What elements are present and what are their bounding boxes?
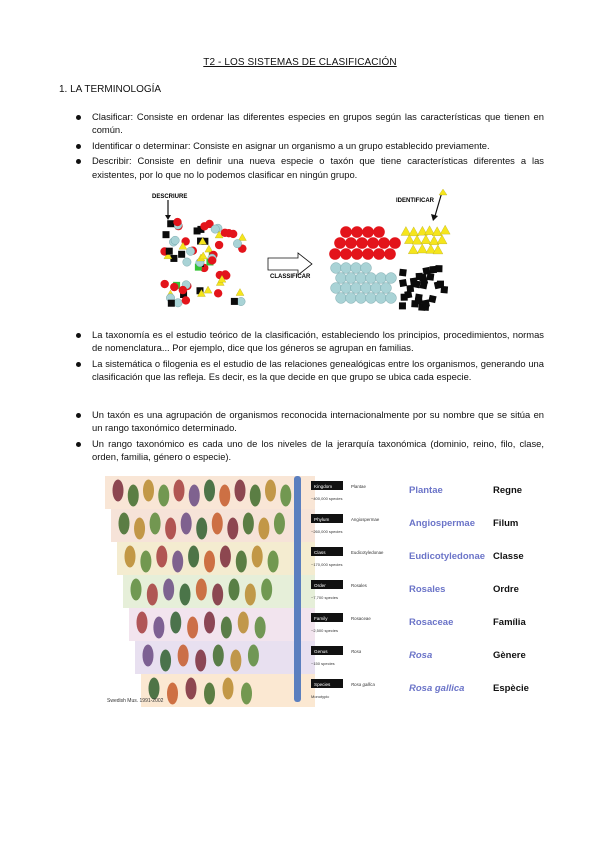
plant-illustration xyxy=(204,480,215,502)
plant-illustration xyxy=(137,612,148,634)
rank-label-text: Family xyxy=(314,615,328,621)
red-circle xyxy=(356,237,368,249)
plant-illustration xyxy=(241,683,252,705)
red-circle xyxy=(329,248,341,260)
species-count: ~2,500 species xyxy=(311,628,339,633)
cyan-circle xyxy=(211,225,219,233)
bullet-taxonomia: La taxonomía es el estudio teórico de la clasificación, estableciendo los principios, procedimientos, normas de nomenclatura... Por ejemplo, dice que los géneros se agrupan en familias. xyxy=(72,328,544,355)
taxon-name: Angiospermae xyxy=(409,518,475,529)
red-circle xyxy=(208,256,216,264)
plant-illustration xyxy=(170,612,181,634)
cyan-circle xyxy=(366,273,377,284)
yellow-triangle xyxy=(204,286,212,293)
label-classify: CLASSIFICAR xyxy=(270,274,311,280)
plant-illustration xyxy=(113,480,124,502)
red-circle xyxy=(170,283,178,291)
cyan-circle xyxy=(336,273,347,284)
plant-illustration xyxy=(213,645,224,667)
bullet-sistematica: La sistemática o filogenia es el estudio de las relaciones genealógicas entre los organismos, generando una clasificación que las refleja. Es decir, es la que decide en que grupo se ubica cada especie. xyxy=(72,357,544,384)
species-count: ~7,700 species xyxy=(311,595,339,600)
plant-illustration xyxy=(245,584,256,606)
plant-illustration xyxy=(204,683,215,705)
plant-illustration xyxy=(265,480,276,502)
red-circle xyxy=(384,248,396,260)
section-heading: 1. LA TERMINOLOGÍA xyxy=(59,84,162,95)
plant-illustration xyxy=(195,650,206,672)
plant-illustration xyxy=(196,579,207,601)
cyan-circle xyxy=(351,263,362,274)
plant-illustration xyxy=(160,650,171,672)
cyan-circle xyxy=(366,293,377,304)
plant-illustration xyxy=(248,645,259,667)
red-circle xyxy=(351,226,363,238)
plant-illustration xyxy=(128,485,139,507)
species-count: Monotypic xyxy=(311,694,330,699)
plant-illustration xyxy=(204,612,215,634)
red-circle xyxy=(378,237,390,249)
cyan-circle xyxy=(171,236,179,244)
yellow-triangle xyxy=(412,235,422,244)
plant-illustration xyxy=(243,513,254,535)
plant-illustration xyxy=(221,617,232,639)
plant-illustration xyxy=(131,579,142,601)
rank-label-text: Species xyxy=(314,681,331,687)
plant-illustration xyxy=(229,579,240,601)
yellow-triangle xyxy=(205,245,213,252)
red-circle xyxy=(362,226,374,238)
cyan-circle xyxy=(186,247,194,255)
taxon-name: Rosales xyxy=(409,584,446,595)
plant-illustration xyxy=(196,518,207,540)
black-square xyxy=(399,279,407,287)
black-square xyxy=(422,299,430,307)
cyan-circle xyxy=(356,293,367,304)
red-circle xyxy=(340,226,352,238)
black-square xyxy=(441,286,449,294)
plant-illustration xyxy=(236,551,247,573)
red-circle xyxy=(367,237,379,249)
cyan-circle xyxy=(233,239,241,247)
plant-illustration xyxy=(235,480,246,502)
plant-illustration xyxy=(187,617,198,639)
black-square xyxy=(422,267,430,275)
black-square xyxy=(415,297,423,305)
red-circle xyxy=(160,280,168,288)
rank-name: Espècie xyxy=(493,683,529,694)
plant-illustration xyxy=(250,485,261,507)
cyan-circle xyxy=(183,258,191,266)
plant-illustration xyxy=(119,513,130,535)
black-square xyxy=(168,300,175,307)
classification-diagram xyxy=(150,186,470,312)
bullet-clasificar: Clasificar: Consiste en ordenar las diferentes especies en grupos según las características que tienen en común. xyxy=(72,110,544,137)
rank-description: Rosa xyxy=(351,649,362,654)
plant-illustration xyxy=(134,518,145,540)
taxonomy-hierarchy-figure xyxy=(105,472,529,709)
bullet-identificar: Identificar o determinar: Consiste en asignar un organismo a un grupo establecido previamente. xyxy=(72,139,544,152)
definitions-list xyxy=(72,110,544,183)
cyan-circle xyxy=(331,283,342,294)
species-count: ~170,000 species xyxy=(311,562,343,567)
yellow-triangle xyxy=(425,226,435,235)
plant-illustration xyxy=(167,683,178,705)
hierarchy-scale-bar xyxy=(294,476,301,702)
cyan-circle xyxy=(356,273,367,284)
yellow-triangle xyxy=(238,234,246,241)
red-circle xyxy=(200,222,208,230)
yellow-triangle xyxy=(236,289,244,296)
rank-name: Regne xyxy=(493,485,523,496)
plant-illustration xyxy=(172,551,183,573)
plant-illustration xyxy=(280,485,291,507)
rank-description: Rosa gallica xyxy=(351,682,375,687)
rank-label-text: Genus xyxy=(314,648,328,654)
plant-illustration xyxy=(149,678,160,700)
rank-label-text: Phylum xyxy=(314,516,330,522)
plant-illustration xyxy=(255,617,266,639)
plant-illustration xyxy=(163,579,174,601)
yellow-triangle xyxy=(408,245,418,254)
rank-name: Filum xyxy=(493,518,519,529)
plant-illustration xyxy=(252,546,263,568)
cyan-circle xyxy=(376,293,387,304)
taxon-name: Rosa xyxy=(409,650,433,661)
red-circle xyxy=(345,237,357,249)
black-square xyxy=(428,295,436,303)
red-circle xyxy=(179,286,187,294)
cyan-circle xyxy=(336,293,347,304)
plant-illustration xyxy=(165,518,176,540)
plant-illustration xyxy=(220,546,231,568)
yellow-triangle xyxy=(421,235,431,244)
cyan-circle xyxy=(341,263,352,274)
plant-illustration xyxy=(230,650,241,672)
cyan-circle xyxy=(346,293,357,304)
red-circle xyxy=(351,248,363,260)
black-square xyxy=(399,302,406,309)
species-count: ~150 species xyxy=(311,661,335,666)
rank-name: Família xyxy=(493,617,526,628)
plant-illustration xyxy=(219,485,230,507)
black-square xyxy=(178,251,185,258)
taxonomy-list xyxy=(72,328,544,386)
plant-illustration xyxy=(143,645,154,667)
black-square xyxy=(399,269,407,277)
black-square xyxy=(194,227,201,234)
plant-illustration xyxy=(143,480,154,502)
plant-illustration xyxy=(212,584,223,606)
plant-illustration xyxy=(156,546,167,568)
mixed-organisms xyxy=(160,218,246,307)
red-circle xyxy=(173,218,181,226)
rank-description: Plantae xyxy=(351,484,366,489)
cyan-circles-group xyxy=(331,263,397,304)
cyan-circle xyxy=(237,297,245,305)
rank-label-text: Class xyxy=(314,549,326,555)
red-circle xyxy=(182,296,190,304)
yellow-triangle xyxy=(401,226,411,235)
rank-name: Gènere xyxy=(493,650,526,661)
plant-illustration xyxy=(268,551,279,573)
yellow-triangle xyxy=(433,245,443,254)
identify-arrowhead xyxy=(431,214,438,221)
cyan-circle xyxy=(386,293,397,304)
plant-illustration xyxy=(174,480,185,502)
yellow-triangle xyxy=(432,227,442,236)
rank-rows xyxy=(311,481,529,699)
figure-credit: Swedish Mus. 1991-2002 xyxy=(107,698,164,704)
cyan-circle xyxy=(381,283,392,294)
identify-arrow xyxy=(435,192,442,216)
taxon-name: Eudicotyledonae xyxy=(409,551,486,562)
bullet-describir: Describir: Consiste en definir una nueva especie o taxón que tiene características diferentes a las existentes, por lo que no lo podemos clasificar en ningún grupo. xyxy=(72,154,544,181)
yellow-triangle xyxy=(440,225,450,234)
classify-arrow xyxy=(268,253,312,275)
red-circle xyxy=(215,241,223,249)
rank-description: Rosaceae xyxy=(351,616,371,621)
plant-illustration xyxy=(150,513,161,535)
cyan-circle xyxy=(346,273,357,284)
label-identify: IDENTIFICAR xyxy=(396,198,434,204)
cyan-circle xyxy=(371,283,382,294)
yellow-triangle xyxy=(417,244,427,253)
cyan-circle xyxy=(341,283,352,294)
taxon-name: Rosa gallica xyxy=(409,683,465,694)
plant-illustration xyxy=(181,513,192,535)
plant-illustration xyxy=(188,546,199,568)
rank-label-text: Kingdom xyxy=(314,483,333,489)
black-square xyxy=(166,248,173,255)
rank-name: Ordre xyxy=(493,584,519,595)
plant-illustration xyxy=(258,518,269,540)
black-square xyxy=(410,277,418,285)
plant-illustration xyxy=(147,584,158,606)
red-circle xyxy=(373,226,385,238)
plant-illustration xyxy=(274,513,285,535)
plant-illustration xyxy=(178,645,189,667)
cyan-circle xyxy=(351,283,362,294)
cyan-circle xyxy=(174,299,182,307)
plant-illustration xyxy=(204,551,215,573)
yellow-triangle-new xyxy=(439,189,447,195)
red-circle xyxy=(362,248,374,260)
rank-description: Rosales xyxy=(351,583,367,588)
page-title: T2 - LOS SISTEMAS DE CLASIFICACIÓN xyxy=(203,57,397,68)
plant-illustration xyxy=(180,584,191,606)
red-circle xyxy=(340,248,352,260)
red-circle xyxy=(214,289,222,297)
rank-description: Angiospermae xyxy=(351,517,380,522)
describe-arrowhead xyxy=(165,215,171,220)
bullet-taxon: Un taxón es una agrupación de organismos reconocida internacionalmente por su nombre que se sitúa en un rango taxonómico determinado. xyxy=(72,408,544,435)
taxon-list xyxy=(72,408,544,466)
cyan-circle xyxy=(331,263,342,274)
plant-illustration xyxy=(223,678,234,700)
plant-illustration xyxy=(153,617,164,639)
plant-illustration xyxy=(186,678,197,700)
black-square xyxy=(167,220,174,227)
plant-illustration xyxy=(212,513,223,535)
black-squares-group xyxy=(399,265,448,311)
taxon-name: Plantae xyxy=(409,485,443,496)
label-describe: DESCRIURE xyxy=(152,194,188,200)
cyan-circle xyxy=(361,263,372,274)
black-square xyxy=(401,294,408,301)
red-circles-group xyxy=(329,226,401,260)
species-count: ~260,000 species xyxy=(311,529,343,534)
plant-illustration xyxy=(238,612,249,634)
species-count: ~400,000 species xyxy=(311,496,343,501)
black-square xyxy=(163,231,170,238)
rank-name: Classe xyxy=(493,551,524,562)
black-square xyxy=(435,265,442,272)
yellow-triangle xyxy=(409,227,419,236)
plant-illustration xyxy=(227,518,238,540)
red-circle xyxy=(225,229,233,237)
red-circle xyxy=(389,237,401,249)
plant-illustration xyxy=(189,485,200,507)
red-circle xyxy=(334,237,346,249)
cyan-circle xyxy=(376,273,387,284)
cyan-circle xyxy=(361,283,372,294)
yellow-triangle xyxy=(437,235,447,244)
rank-label-text: Order xyxy=(314,582,326,588)
taxon-name: Rosaceae xyxy=(409,617,454,628)
red-circle xyxy=(373,248,385,260)
plant-illustration xyxy=(125,546,136,568)
plant-illustration xyxy=(158,485,169,507)
plant-illustration xyxy=(140,551,151,573)
rank-description: Eudicotyledonae xyxy=(351,550,384,555)
black-square xyxy=(231,298,238,305)
plant-illustration xyxy=(261,579,272,601)
cyan-circle xyxy=(386,273,397,284)
bullet-rango: Un rango taxonómico es cada uno de los niveles de la jerarquía taxonómica (dominio, reino, filo, clase, orden, familia, género o especie). xyxy=(72,437,544,464)
